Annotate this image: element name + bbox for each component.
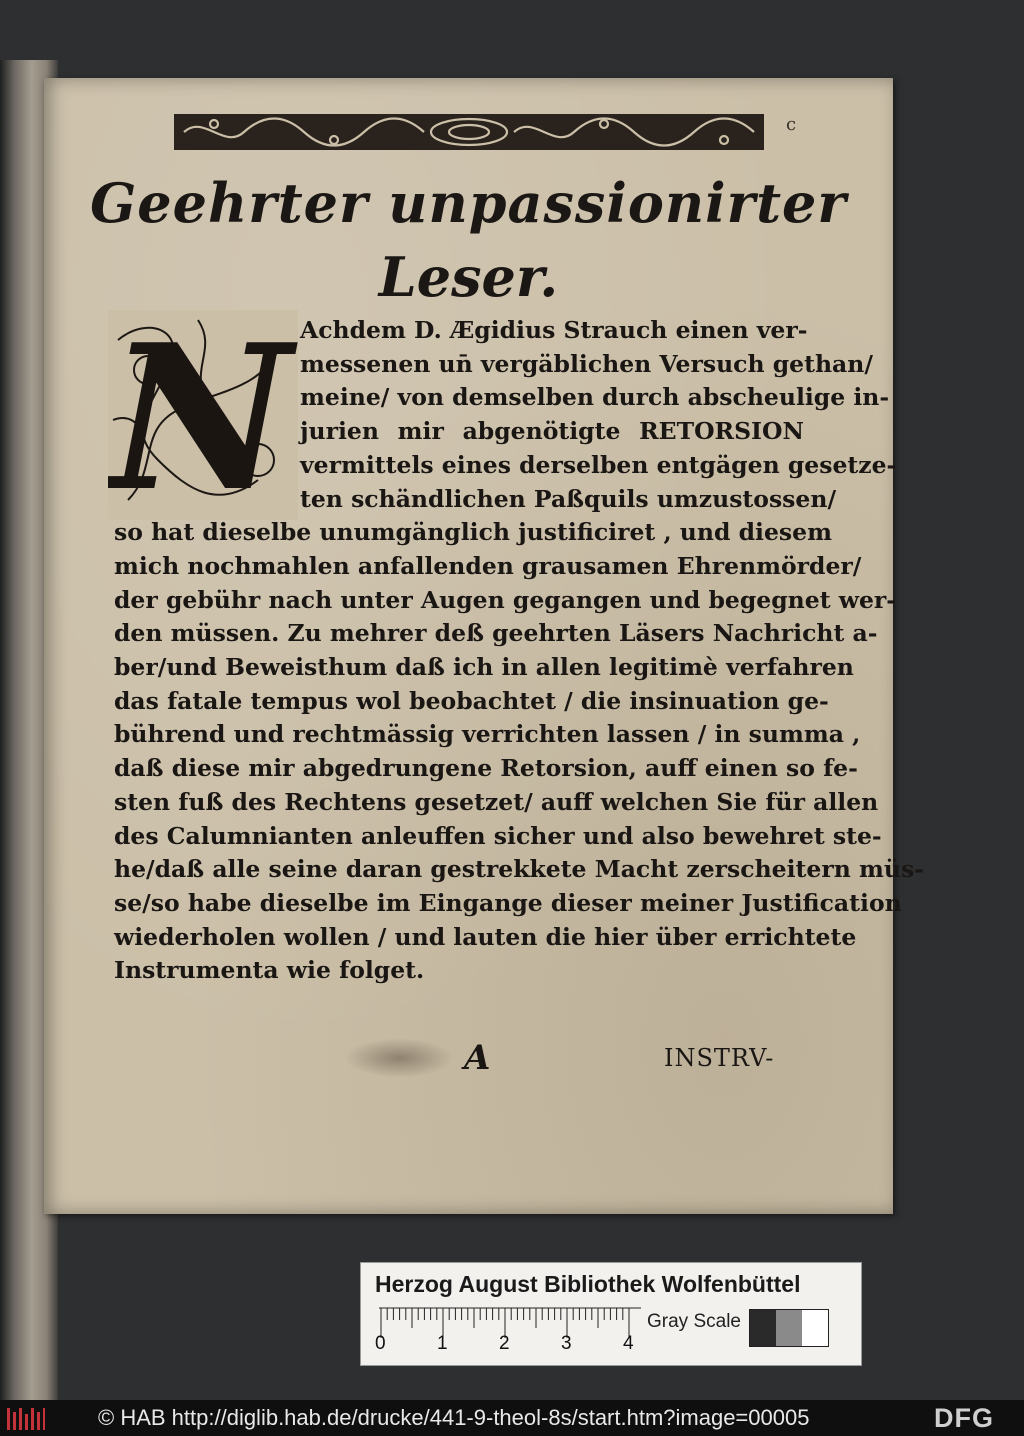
text-line: meine/ von demselben durch abscheulige in-	[300, 383, 890, 412]
text-line: se/so habe dieselbe im Eingange dieser meiner Justification	[114, 888, 902, 917]
text-line: messenen un̄ vergäblichen Versuch gethan/	[300, 349, 873, 378]
text-line: daß diese mir abgedrungene Retorsion, auff einen so fe-	[114, 754, 858, 783]
text-line: des Calumnianten anleuffen sicher und also bewehret ste-	[114, 821, 882, 850]
dfg-logo[interactable]: DFG	[934, 1403, 994, 1433]
text-line: vermittels eines derselben entgägen gesetze-	[300, 450, 897, 479]
book-page	[44, 78, 924, 1214]
ruler-number: 2	[499, 1333, 510, 1354]
text-line: ten schändlichen Paßquils umzustossen/	[300, 484, 837, 513]
text-line: Achdem D. Ægidius Strauch einen ver-	[300, 316, 808, 344]
text-line: ber/und Beweisthum daß ich in allen legitimè verfahren	[114, 653, 854, 682]
text-line: sten fuß des Rechtens gesetzet/ auff welchen Sie für allen	[114, 787, 879, 816]
signature-mark: A	[464, 1038, 491, 1078]
gray-swatch-dark	[750, 1310, 776, 1346]
ruler-icon	[379, 1307, 641, 1341]
source-link[interactable]: © HAB http://diglib.hab.de/drucke/441-9-theol-8s/start.htm?image=00005	[98, 1405, 810, 1430]
text-line: Instrumenta wie folget.	[114, 956, 425, 985]
hab-logo-icon[interactable]	[6, 1406, 46, 1432]
text-line: so hat dieselbe unumgänglich justificiret , und diesem	[114, 518, 832, 547]
text-line: wiederholen wollen / und lauten die hier über errichtete	[114, 922, 857, 951]
text-line: der gebühr nach unter Augen gegangen und begegnet wer-	[114, 585, 897, 614]
body-text	[114, 314, 924, 988]
gray-scale-label: Gray Scale	[647, 1311, 741, 1332]
ruler-number: 0	[375, 1333, 386, 1354]
scale-reference-card	[360, 1262, 862, 1366]
ornament-band-icon	[174, 110, 764, 154]
library-name: Herzog August Bibliothek Wolfenbüttel	[375, 1271, 801, 1297]
ruler-number: 3	[561, 1333, 572, 1354]
viewer-footer	[0, 1400, 1024, 1436]
text-line: mich nochmahlen anfallenden grausamen Ehrenmörder/	[114, 551, 862, 580]
text-line: jurien mir abgenötigte RETORSION	[300, 417, 804, 446]
folio-mark: c	[786, 114, 797, 135]
text-line: he/daß alle seine daran gestrekkete Macht zerscheitern müs-	[114, 855, 924, 884]
ruler-number: 4	[623, 1333, 634, 1354]
text-line: bührend und rechtmässig verrichten lassen / in summa ,	[114, 720, 861, 749]
gray-swatch-light	[802, 1310, 828, 1346]
text-line: den müssen. Zu mehrer deß geehrten Läsers Nachricht a-	[114, 619, 878, 648]
initial-letter: N	[108, 310, 292, 520]
ruler-number: 1	[437, 1333, 448, 1354]
catchword: INSTRV-	[664, 1044, 775, 1072]
text-line: das fatale tempus wol beobachtet / die insinuation ge-	[114, 686, 829, 715]
page-heading	[44, 166, 893, 314]
gray-scale-swatches	[749, 1309, 829, 1347]
ink-smudge	[344, 1038, 454, 1078]
gray-swatch-mid	[776, 1310, 802, 1346]
heading-line-1: Geehrter unpassionirter	[90, 171, 847, 235]
heading-line-2: Leser.	[378, 245, 559, 309]
